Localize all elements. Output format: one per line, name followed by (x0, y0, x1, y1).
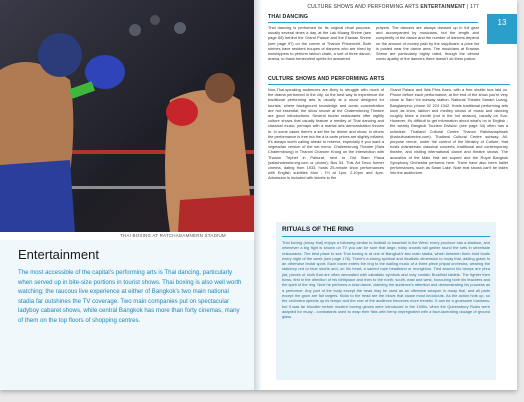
culture-shows-col1: Non-Thai-speaking audiences are likely to struggle with much of the drama performed in the city, so the best way to experience the traditional performing arts is usually at a show designed for tourists, where background knowledge and comic concentration are not essential; the show shown at the Chalermkrung Theatre are good introductions. Several tourist restaurants offer nightly culture shows that usually feature a medley of Thai dancing and classical music, perhaps with a martial arts demonstration thrown in. In some cases there's a set fee for dinner and show; in others the performance is free but the à la carte prices are slightly inflated; it's always worth calling ahead to reserve, especially if you want a vegetarian version of the set menu. Chalermkrung Theatre (Sala Chalermkrung) in Thanon Charoen Krung on the intersection with Thanon Triphet in Pahurat, next to Old Siam Plaza (salachalermkrung.com or phone); Bus 53. This Art Deco former cinema, dating from 1933, hosts 25-minute khon performances with English subtitles Mon - Fri at 1pm, 2.10pm and 4pm. Admission is included with tickets to the (268, 87, 384, 181)
thai-boxing-photo (0, 0, 254, 232)
page-number: 177 (470, 4, 479, 10)
rituals-body: Thai boxing (muay thai) enjoys a following similar to football or baseball in the West: every province has a stadium, and whenever a big fight is shown on TV you can be sure that large, noisy crowds will gather round the sets in streetside restaurants. The best place to see Thai boxing is at one of Bangkok's two main stadia, which between them hold bouts every night of the week (see page 178). There's a strong spiritual and ritualistic dimension to muay thai, adding grace to an otherwise brutal sport. Each boxer enters the ring to the wailing music of a three-piece phipat orchestra, wearing the statutory red or blue shorts and, on his head, a sacred rope headband or mongkhon. Tied around his biceps are phra jiat, pieces of cloth that are often decorated with cabalistic symbols and may contain Buddhist tablets. The fighter then bows, first in the direction of his birthplace and then to the north, south, east and west, honouring both his teachers and the spirit of the ring. Next he performs a slow dance, claiming the audience's attention and demonstrating his prowess as a performer. Any part of the body except the head may be used as an offensive weapon in muay thai, and all parts except the groin are fair targets. Kicks to the head are the blows that cause most knockouts. As the action hots up, so the orchestra speeds up its tempo and the roar of the audience becomes more frenetic. It can be a gruesome business, but it was far bloodier before modern boxing gloves were introduced in the 1930s, when the Queensbury Rules were adapted for muay - combatants used to wrap their fists with hemp impregnated with a face-lacerating dosage of ground glass. (282, 240, 490, 320)
left-page (0, 0, 254, 390)
running-head: CULTURE SHOWS AND PERFORMING ARTS ENTERTAINMENT | 177 (307, 4, 479, 10)
section-rule (268, 84, 510, 85)
running-head-section: ENTERTAINMENT (420, 4, 466, 10)
culture-shows-col2: Grand Palace and Wat Phra Kaeo, with a free shuttle bus laid on. Phone before each performance; at the end of the show you're very close to Sam Yot subway station. National Theatre Sanam Luang, Banglamphu; phone 02 224 1342. Hosts traditional performing arts such as khon, lakhon and medley shows of music and dancing roughly twice a month (not in the hot season), usually on Sun. However, it's difficult to get information about what's on in English - the weekly Bangkok Tourism Division (see page 34) often has a schedule. Thailand Cultural Centre Thanon Ratchadaphisek (thaiculturalcentre.com). Thailand Cultural Centre subway. All-purpose venue, under the control of the Ministry of Culture, that hosts mainstream classical concerts, traditional and contemporary theatre, and visiting international dance and theatre shows. The acoustics of the Main Hall are superb and the Royal Bangkok Symphony Orchestra performs here. There have also been ballet performances, such as Swan Lake. Note that shows can't be taken into the auditorium. (390, 87, 508, 176)
photo-caption: THAI BOXING AT RATCHADAMNERN STADIUM (120, 233, 226, 238)
chapter-title: Entertainment (18, 247, 99, 262)
thai-dancing-col1: Thai dancing is performed for its original ritual purpose, usually several times a day, at the Lak Muang Shrine (see page 68) behind the Grand Palace and the Erawan Shrine (see page 97) on the corner of Thanon Phloenchit. Both shrines have resident troupes of dancers who are hired by worshippers to perform lakhon chatri, a sort of three dance-drama, to thank benevolent spirits for answered (268, 25, 371, 62)
thai-dancing-col2: prayers. The dancers are always dressed up in full gear and accompanied by musicians, but the length and complexity of the dance and the number of dancers depend on the amount of money paid by the supplicant: a price list is posted near the dance area. The musicians at Erawan Shrine are particularly highly rated, though the almost comic apathy of the dancers there doesn't do them justice. (376, 25, 479, 62)
box-rule (282, 236, 490, 237)
rituals-box (276, 222, 496, 380)
chapter-tab: 13 (487, 14, 517, 44)
running-head-title: CULTURE SHOWS AND PERFORMING ARTS (307, 4, 419, 10)
page-gutter (254, 0, 262, 390)
photo-illustration (0, 0, 254, 232)
rituals-heading: RITUALS OF THE RING (282, 226, 354, 233)
culture-shows-heading: CULTURE SHOWS AND PERFORMING ARTS (268, 76, 385, 82)
thai-dancing-heading: THAI DANCING (268, 14, 309, 20)
section-rule (268, 22, 478, 23)
right-page (262, 0, 517, 390)
chapter-intro: The most accessible of the capital's performing arts is Thai dancing, particularly when served up in bite-size portions in tourist shows. Thai boxing is also well worth watching; the raucous live experience at either of Bangkok's two main national stadia far outshines the TV coverage. Two main companies put on spectacular ladyboy cabaret shows, while central Bangkok has more than forty cinemas, many of them on the top floors of shopping centres. (18, 269, 242, 324)
